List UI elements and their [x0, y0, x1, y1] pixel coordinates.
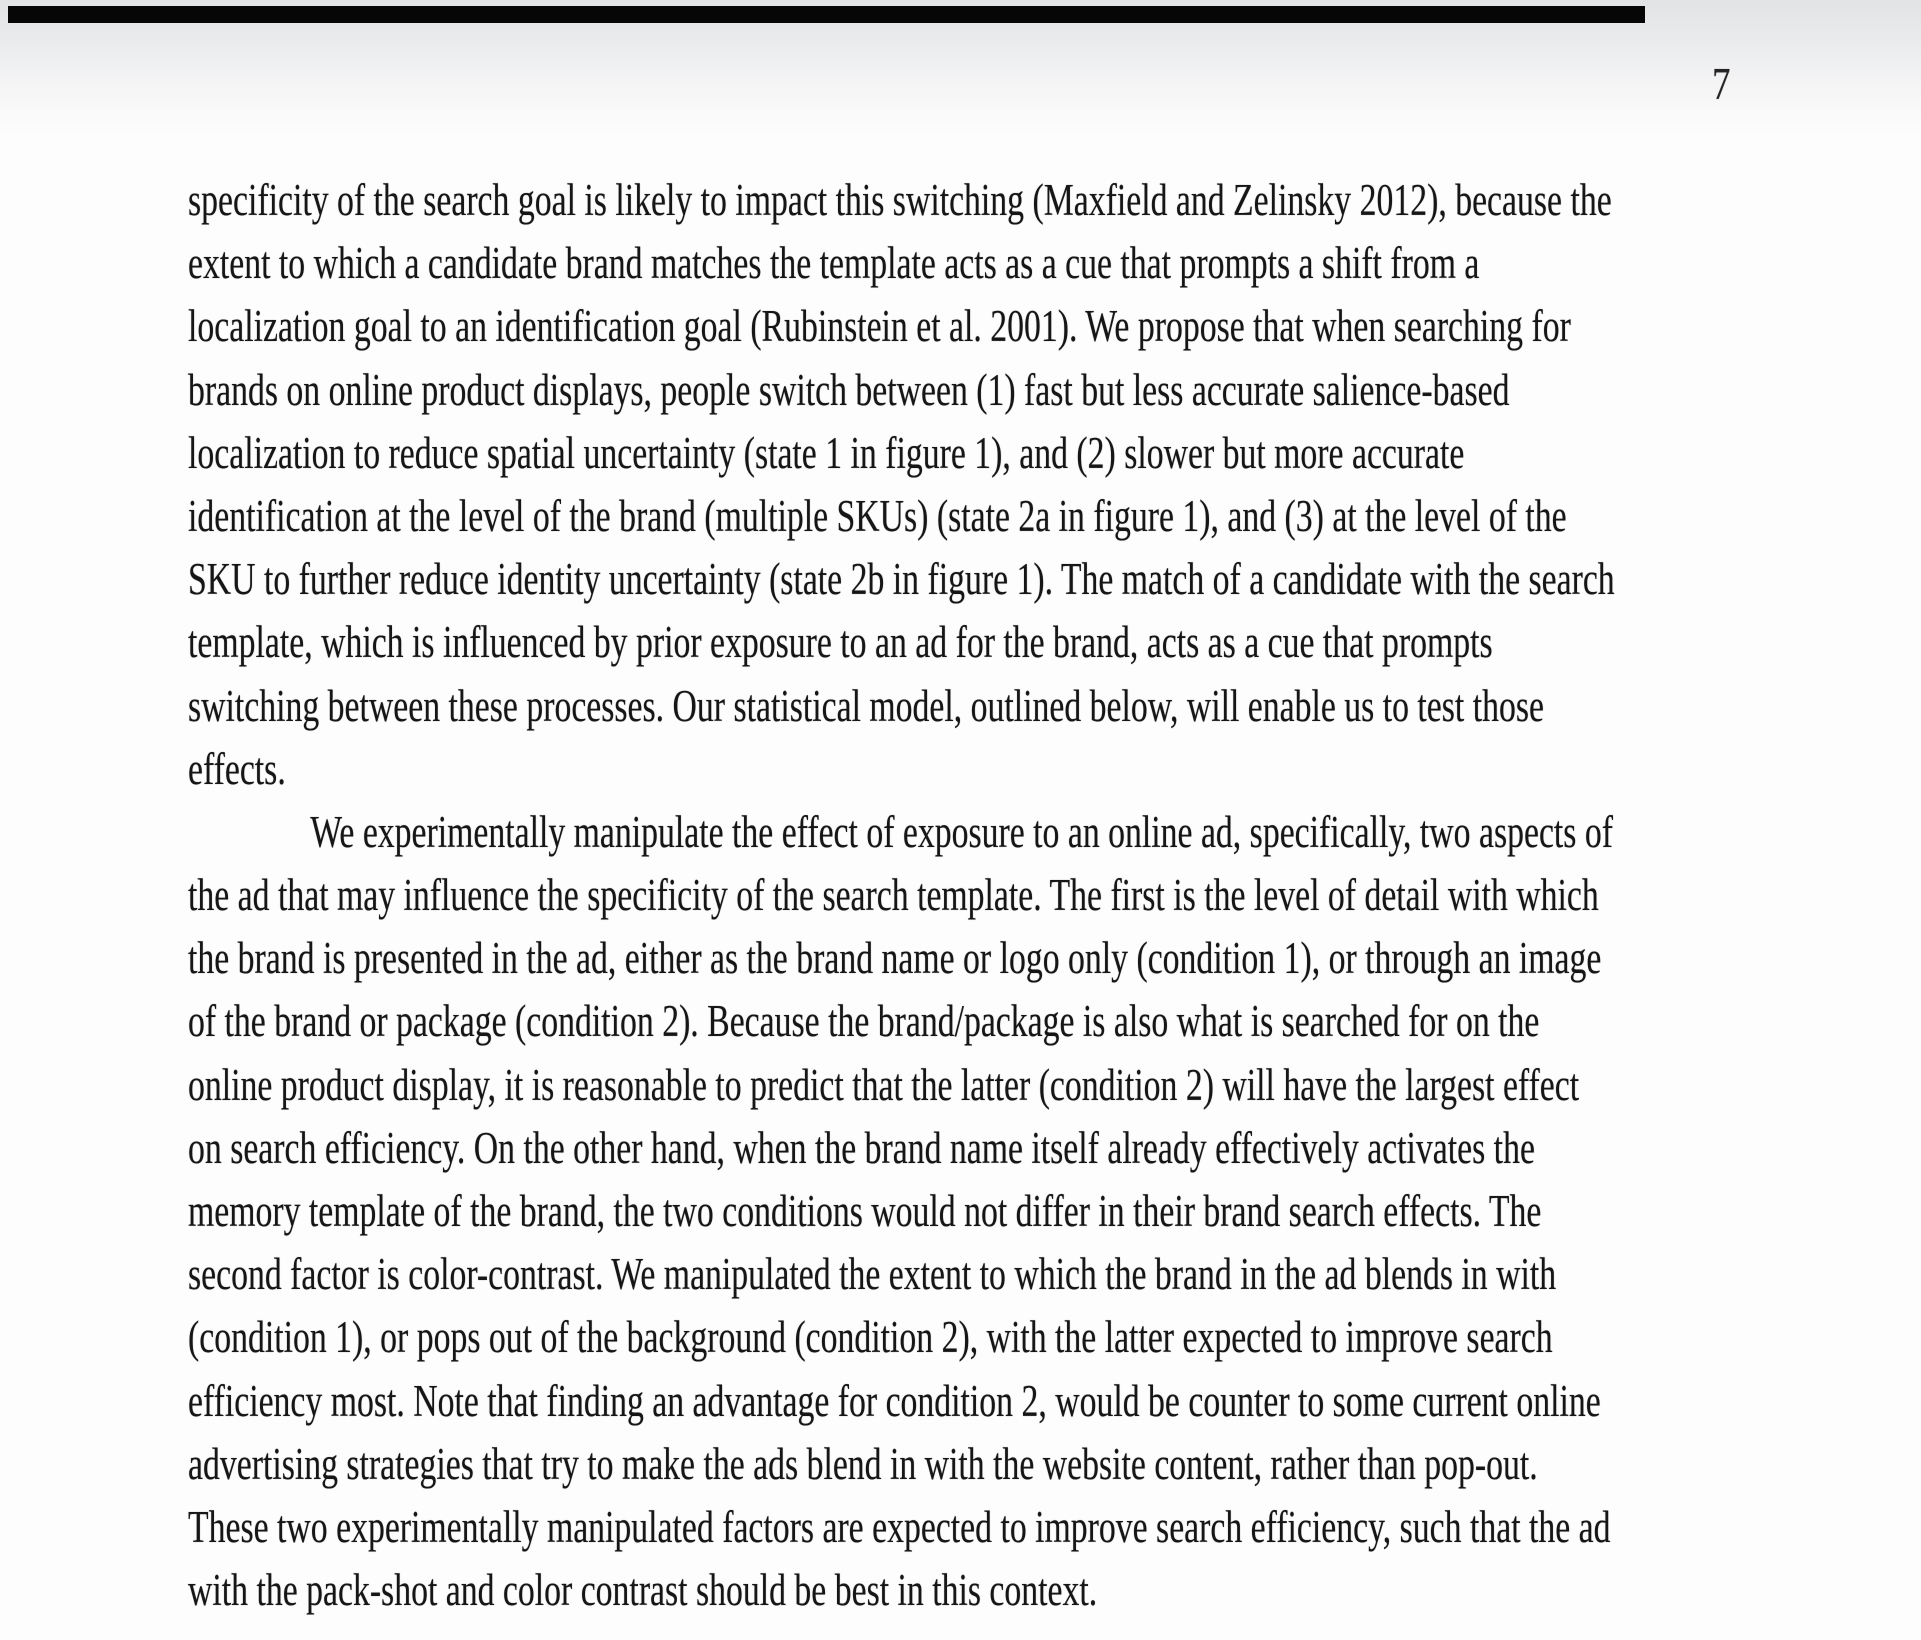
text-line: identification at the level of the brand (multiple SKUs) (state 2a in figure 1), and (3) at the level of the	[188, 490, 1567, 541]
text-line: template, which is influenced by prior exposure to an ad for the brand, acts as a cue that prompts	[188, 617, 1493, 668]
text-line: advertising strategies that try to make the ads blend in with the website content, rather than pop-out.	[188, 1438, 1538, 1489]
text-line: localization goal to an identification goal (Rubinstein et al. 2001). We propose that when searching for	[188, 301, 1571, 352]
text-line: brands on online product displays, people switch between (1) fast but less accurate salience-based	[188, 364, 1510, 415]
text-line: memory template of the brand, the two conditions would not differ in their brand search effects. The	[188, 1186, 1542, 1236]
page-number: 7	[1712, 59, 1731, 109]
text-line: These two experimentally manipulated factors are expected to improve search efficiency, such that the ad	[188, 1501, 1611, 1552]
text-line: the brand is presented in the ad, either as the brand name or logo only (condition 1), or through an image	[188, 933, 1602, 984]
top-black-bar	[8, 6, 1645, 23]
body-text	[188, 169, 1615, 1622]
text-line: switching between these processes. Our statistical model, outlined below, will enable us to test those	[188, 680, 1544, 731]
text-line: effects.	[188, 743, 286, 794]
text-line: localization to reduce spatial uncertainty (state 1 in figure 1), and (2) slower but more accurate	[188, 427, 1465, 478]
text-line: efficiency most. Note that finding an advantage for condition 2, would be counter to some current online	[188, 1375, 1601, 1426]
text-line: of the brand or package (condition 2). Because the brand/package is also what is searched for on the	[188, 996, 1540, 1047]
text-line: SKU to further reduce identity uncertainty (state 2b in figure 1). The match of a candidate with the search	[188, 554, 1615, 605]
text-line: with the pack-shot and color contrast should be best in this context.	[188, 1565, 1098, 1616]
text-line: online product display, it is reasonable to predict that the latter (condition 2) will have the largest effect	[188, 1059, 1580, 1110]
text-line: second factor is color-contrast. We manipulated the extent to which the brand in the ad blends in with	[188, 1249, 1557, 1300]
text-line: We experimentally manipulate the effect of exposure to an online ad, specifically, two aspects of	[310, 806, 1613, 857]
text-line: extent to which a candidate brand matches the template acts as a cue that prompts a shift from a	[188, 238, 1480, 289]
text-line: on search efficiency. On the other hand, when the brand name itself already effectively activates the	[188, 1122, 1535, 1173]
text-line: (condition 1), or pops out of the background (condition 2), with the latter expected to improve search	[188, 1312, 1553, 1363]
text-line: the ad that may influence the specificity of the search template. The first is the level of detail with which	[188, 870, 1599, 921]
text-line: specificity of the search goal is likely to impact this switching (Maxfield and Zelinsky 2012), because the	[188, 175, 1612, 225]
